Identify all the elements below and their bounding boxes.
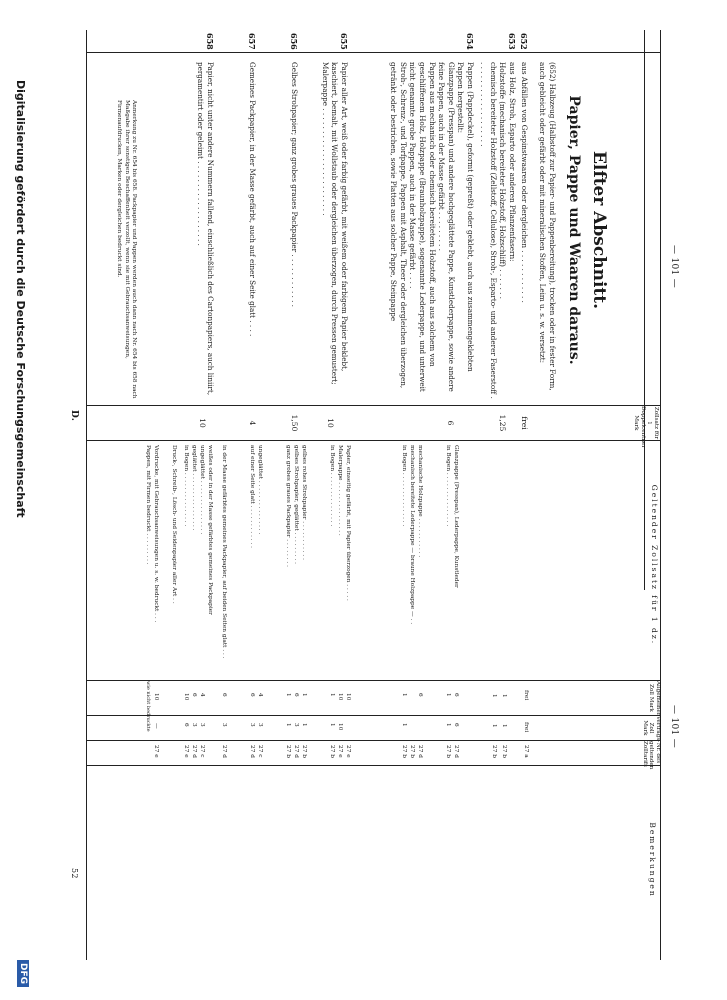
right-nr: 27 b <box>329 745 335 758</box>
top-rule <box>660 30 661 960</box>
marker-d: D. <box>69 410 79 422</box>
right-text: Malerpappe . . . . . . . . . . . . . . . <box>337 445 343 536</box>
right-treaty: 1 <box>285 723 291 727</box>
bottom-rule <box>86 30 87 960</box>
right-treaty: 1 <box>501 724 507 728</box>
right-nr: 27 e <box>153 745 159 758</box>
right-treaty: 3 <box>293 723 299 727</box>
right-treaty: 6 <box>453 723 459 727</box>
right-treaty: 3 <box>221 723 227 727</box>
section-subtitle: Papier, Pappe und Waaren daraus. <box>566 95 582 365</box>
right-general: 1 <box>491 694 497 698</box>
row-number: 652 <box>519 33 529 50</box>
right-treaty: 1 <box>329 723 335 727</box>
right-text: mechanische Holzpappe . . . . . . . . . . . <box>417 445 423 558</box>
row-rate: 10 <box>198 418 207 428</box>
right-treaty: 1 <box>491 724 497 728</box>
right-nr: 27 b <box>409 745 415 758</box>
right-text: mechanisch bereitete Lederpappe — braune Holzpappe — . . <box>409 445 415 625</box>
footnote: Anmerkung zu Nr. 654 bis 658. Packpapier und Pappen werden auch dann nach Nr. 654 bis 658 nach Maßgabe ihrer sonstigen Beschaffenheit verzollt, wenn sie mit Gebrauchsanweisungen, Firmenaufdrucken, Marken oder dergleichen bedruckt sind. <box>116 100 137 399</box>
right-general: 10 <box>153 693 159 701</box>
right-nr: 27 b <box>501 745 507 758</box>
right-text: in Bogen . . . . . . . . . . . . . . . <box>183 445 189 527</box>
right-treaty: frei <box>523 722 529 733</box>
right-treaty: 1 <box>401 723 407 727</box>
right-general: 6 <box>249 693 255 697</box>
right-general: 4 <box>257 693 263 697</box>
row-rate: 1,25 <box>498 414 507 432</box>
right-general: 6 <box>453 693 459 697</box>
right-text: Druck-, Schreib-, Lösch- und Seidenpapier aller Art . . <box>171 445 177 604</box>
right-text: geglättet . . . . . . . . . . . . . . . . <box>191 445 197 531</box>
row-rate: frei <box>520 416 529 430</box>
right-treaty: 3 <box>191 723 197 727</box>
row-number: 654 <box>465 33 475 50</box>
right-treaty: 6 <box>183 723 189 727</box>
right-nr: 27 e <box>183 745 189 758</box>
col-sep-nr <box>87 765 661 766</box>
right-general: wie nicht bedruckte <box>145 681 151 732</box>
header-general: Allgemeiner Zoll Mark <box>648 681 661 716</box>
right-text: in Bogen . . . . . . . . . . . . . . . <box>445 445 451 527</box>
right-text: ungeglättet . . . . . . . . . . . . . . . <box>199 445 205 535</box>
right-general: 1 <box>301 693 307 697</box>
row-number: 653 <box>507 33 517 50</box>
right-nr: 27 b <box>491 745 497 758</box>
right-nr: 27 e <box>337 745 343 758</box>
page-number-left: — 101 — <box>669 245 679 288</box>
header-treaty: Vertrags-Zoll Mark <box>642 716 661 743</box>
intro-text: (652) Halbzeug (Halbstoff zur Papier- und Pappenbereitung), trocken oder in fester Form, auch gebleicht oder gefärbt oder mit mineralischen Stoffen, Leim u. s. w. versetzt: <box>538 62 557 391</box>
right-general: frei <box>523 690 529 701</box>
right-general: 6 <box>417 693 423 697</box>
col-sep-num <box>87 52 661 53</box>
row-text: aus Holz, Stroh, Esparto oder anderen Pflanzenfasern: Holzstoffe (mechanisch bereiteter Holzstoff, Holzschliff) . . . . . . . chemisch bereiteter Holzstoff (Zellstoff, Cellulose), Stroh-, Esparto- und anderer Faserstoff . . . . . . . . . . . . . . . . . . . . <box>479 62 517 399</box>
col-sep-rate <box>87 405 661 406</box>
col-sep-main <box>87 440 661 441</box>
row-number: 657 <box>247 33 257 50</box>
right-nr: 27 d <box>417 745 423 758</box>
row-number: 658 <box>205 33 215 50</box>
header-remarks: Bemerkungen <box>648 822 657 898</box>
row-text: Pappen (Pappdeckel), geformt (gepreßt) oder geklebt, auch aus zusammengeklebten Pappen hergestellt: Glanzpappe (Presspan) und andere hochgeglättete Pappe, Kunstlederpappe, sowie andere feine Pappen, auch in der Masse gefärbt . . . . . . . . . Pappen aus mechanisch oder chemisch bereitetem Holzstoff, auch aus solchem von geschliffenem Holz, Holzpappe (Braunholzpappe), sogenannte Lederpappe, und unterweit nicht genannte grobe Pappen, auch in der Masse gefärbt . . . . Stroh-, Schrenz-, und Torfpappe, Pappen mit Asphalt, Theer oder dergleichen überzogen, getränkt oder bestrichen, sowie Platten aus solcher Pappe, Steinpappe <box>389 62 475 392</box>
right-treaty: 3 <box>257 723 263 727</box>
right-nr: 27 d <box>293 745 299 758</box>
right-nr: 27 d <box>249 745 255 758</box>
right-nr: 27 e <box>345 745 351 758</box>
right-treaty: 1 <box>301 723 307 727</box>
col-sep-gen <box>87 715 661 716</box>
footer-page-number: 52 <box>70 868 79 879</box>
right-text: in Bogen . . . . . . . . . . . . . . . <box>329 445 335 527</box>
right-text: ungeglättet . . . . . . . . . . . . . . . <box>257 445 263 535</box>
row-rate: 1,50 <box>290 414 299 432</box>
right-general: 10 <box>345 693 351 701</box>
col-sep-tr <box>87 740 661 741</box>
right-text: in der Masse gefärbtes gemeines Packpapier, auf beiden Seiten glatt . . . <box>221 445 227 659</box>
right-general: 1 <box>285 693 291 697</box>
section-title: Elfter Abschnitt. <box>589 150 609 310</box>
header-zollsatz: Zollsatz für 1 Doppelcentner Mark <box>633 406 659 448</box>
right-treaty: 3 <box>199 723 205 727</box>
right-treaty: 10 <box>337 723 343 731</box>
right-general: 6 <box>191 693 197 697</box>
right-treaty: 1 <box>445 723 451 727</box>
right-text: Papier, einseitig gefärbt, mit Papier überzogen . . . . . <box>345 445 351 601</box>
right-nr: 27 d <box>191 745 197 758</box>
right-nr: 27 b <box>285 745 291 758</box>
right-nr: 27 d <box>221 745 227 758</box>
right-general: 10 <box>183 693 189 701</box>
right-general: 1 <box>329 693 335 697</box>
col-sep-right <box>87 680 661 681</box>
right-text: in Bogen . . . . . . . . . . . . . . . <box>401 445 407 527</box>
row-number: 656 <box>289 33 299 50</box>
right-general: 4 <box>199 693 205 697</box>
right-text: weißes oder in der Masse gefärbtes gemeines Packpapier <box>207 445 213 615</box>
row-text: aus Abfällen von Gespinstwaaren oder dergleichen . . . . . . . . . . . . <box>520 62 529 303</box>
row-rate: 10 <box>326 418 335 428</box>
right-text: Glanzpappe (Presspan), Lederpappe, Kunstleder <box>453 445 459 588</box>
dfg-logo: DFG <box>17 960 29 987</box>
row-rate: 6 <box>446 420 455 426</box>
dfg-watermark-text: Digitalisierung gefördert durch die Deutsche Forschungsgemeinschaft <box>14 80 27 518</box>
right-general: 6 <box>293 693 299 697</box>
row-number: 655 <box>339 33 349 50</box>
right-nr: 27 d <box>453 745 459 758</box>
header-main: Geltender Zollsatz für 1 dz. <box>650 484 659 646</box>
header-nr: Nr. des geltenden Zolltarifs <box>642 741 661 770</box>
right-text: gelbes Strohpapier, geglättet . . . . . . . . . <box>293 445 299 564</box>
right-nr: 27 c <box>257 745 263 758</box>
right-general: 1 <box>401 693 407 697</box>
right-general: 6 <box>221 693 227 697</box>
right-treaty: — <box>153 723 159 729</box>
row-text: Papier, nicht unter andere Nummern fallend, einschließlich des Cartonpapiers, auch liniirt, pergamentirt oder geleimt . . . . . . . . . . . . . . . . . . . <box>196 62 215 396</box>
right-general: 1 <box>501 694 507 698</box>
header-rule <box>644 30 645 590</box>
right-nr: 27 b <box>301 745 307 758</box>
right-general: 10 <box>337 693 343 701</box>
right-nr: 27 c <box>199 745 205 758</box>
right-text: Vordrucke, mit Gebrauchsanweisungen u. s. w. bedruckt . . . <box>153 445 159 623</box>
row-rate: 4 <box>248 420 257 426</box>
right-text: Pappen, mit Firmen bedruckt . . . . . . . . . <box>145 445 151 565</box>
row-text: Gelbes Strohpapier; ganz grobes graues Packpapier . . . . . . . . . . . . <box>290 62 299 307</box>
row-text: Papier aller Art, weiß oder farbig gefärbt, mit weißem oder farbigem Papier beklebt, kaschiert, bemalt, mit Wollstaub oder dergleichen überzogen, durch Pressen gemustert; Malerpappe . . . . . . . . . . . . . . . . . . . . . . . . <box>320 62 349 385</box>
right-nr: 27 b <box>445 745 451 758</box>
right-text: gelbes rohes Strohpapier . . . . . . . . . . . <box>301 445 307 560</box>
right-general: 1 <box>445 693 451 697</box>
right-text: auf einer Seite glatt . . . . . . . . . . . . <box>249 445 255 549</box>
right-nr: 27 b <box>401 745 407 758</box>
right-nr: 27 a <box>523 745 529 758</box>
right-treaty: 3 <box>249 723 255 727</box>
right-text: ganz grobes graues Packpapier . . . . . . . . <box>285 445 291 567</box>
page-number-right: — 101 — <box>669 705 679 748</box>
row-text: Gemeines Packpapier, in der Masse gefärbt, auch auf einer Seite glatt . . . . <box>248 62 257 337</box>
